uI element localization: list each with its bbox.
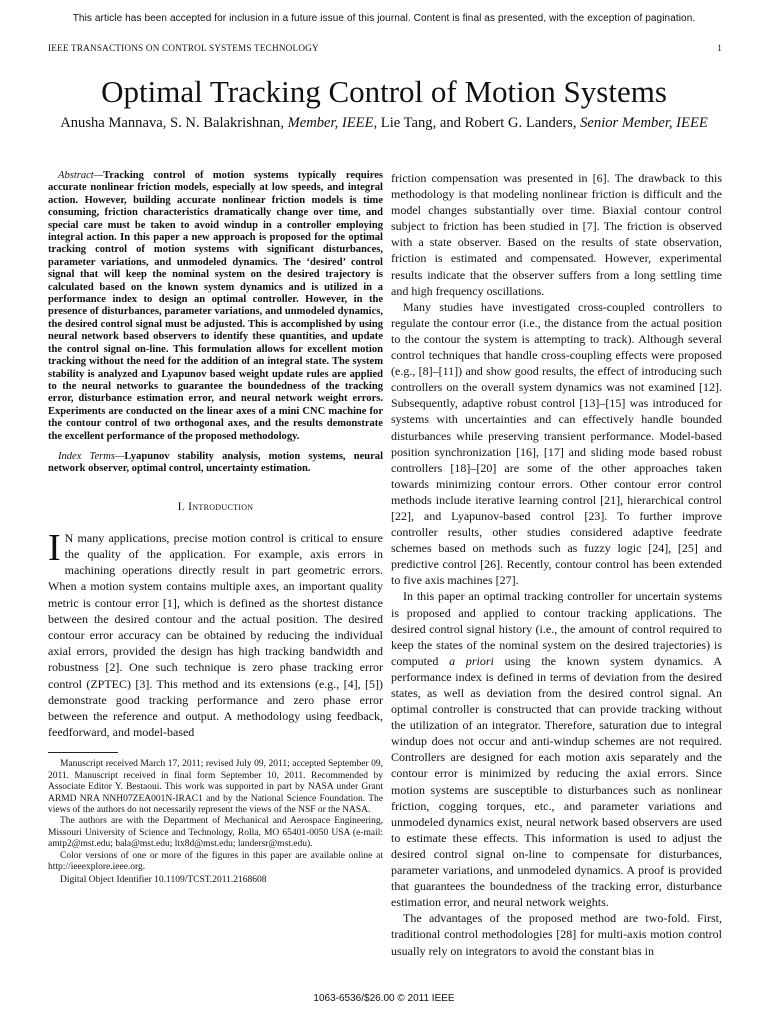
- footnote-divider: [48, 752, 118, 753]
- author-role-2: Senior Member, IEEE: [580, 115, 708, 131]
- author-names-2: , Lie Tang, and Robert G. Landers,: [373, 115, 577, 131]
- body-paragraph-4: The advantages of the proposed method are two-fold. First, traditional control methodologies [28] for multi-axis motion control usually rely on integrators to avoid the constant bias in: [391, 911, 722, 958]
- index-terms: [48, 451, 383, 476]
- body-paragraph-3-end: using the known system dynamics. A performance index is defined in terms of deviation from the desired states, as well as deviation from the desired control signal. An optimal controller is constructed that can provide tracking without the utilization of an integrator. Therefore, saturation due to integral windup does not occur and anti-windup schemes are not required. Controllers are designed for each motion axis separately and the contour error is minimized by reducing the axial errors. Since motion systems are susceptible to disturbances such as nonlinear friction, cogging torques, etc., and parameter variations and unmodeled dynamics exist, neural network based observers are used to estimate these effects. This information is used to adjust the desired control signal on-line to compensate for disturbances, parameter variations, and unmodeled dynamics. A proof is provided that guarantees the boundedness of the tracking error, disturbance estimation error, and neural network weights.: [391, 653, 722, 910]
- index-terms-label: Index Terms—: [58, 450, 125, 462]
- copyright-line: 1063-6536/$26.00 © 2011 IEEE: [313, 993, 455, 1004]
- right-column: [391, 170, 722, 959]
- section-heading-introduction: I. Introduction: [177, 499, 254, 513]
- index-terms-text: Lyapunov stability analysis, motion systems, neural network observer, optimal control, uncertainty estimation.: [48, 450, 383, 475]
- running-header: [48, 43, 722, 53]
- publication-notice: This article has been accepted for inclusion in a future issue of this journal. Content is final as presented, with the exception of pagination.: [72, 13, 696, 24]
- journal-name: IEEE TRANSACTIONS ON CONTROL SYSTEMS TECHNOLOGY: [48, 43, 319, 53]
- footnote-doi: Digital Object Identifier 10.1109/TCST.2011.2168608: [60, 875, 267, 886]
- footnote-color: Color versions of one or more of the figures in this paper are available online at http://ieeexplore.ieee.org.: [48, 850, 383, 873]
- body-paragraph-1: friction compensation was presented in [6]. The drawback to this methodology is that modeling nonlinear friction is difficult and the model changes substantially over time. Biaxial contour control subject to friction has been studied in [7]. The friction is observed with a state observer. Based on the results of state observation, friction is estimated and compensated. However, experimental results indicate that the observer suffers from a long settling time and high frequency oscillations.: [391, 171, 722, 298]
- emphasis-a-priori: a priori: [449, 653, 494, 668]
- footnote-affiliation: The authors are with the Department of Mechanical and Aerospace Engineering, Missouri University of Science and Technology, Rolla, MO 65401-0050 USA (e-mail: amtp2@mst.edu; bala@mst.edu; ltx8d@mst.edu; landersr@mst.edu).: [48, 816, 383, 850]
- paper-title: Optimal Tracking Control of Motion Systems: [101, 74, 667, 109]
- abstract: [48, 170, 383, 443]
- body-paragraph-2: Many studies have investigated cross-coupled controllers to regulate the contour error (i.e., the distance from the actual position to the contour the system is attempting to track). Although several control techniques that handle cross-coupling effects were proposed (e.g., [8]–[11]) and show good results, the effect of introducing such controllers on the overall system dynamics was not examined [12]. Subsequently, adaptive robust control [13]–[15] was introduced for systems with uncertainties and can effectively handle bounded disturbances while preserving transient performance. Model-based position synchronization [16], [17] and sliding mode based robust controllers [18]–[20] are some of the other approaches taken towards minimizing contour errors. Other contour error control methods include iterative learning control [21], hierarchical control [22], and Lyapunov-based control [23]. To further improve controller results, other studies considered adaptive feedrate schemes based on methods such as fuzzy logic [24], [25] and predictive control [26]. Recently, contour control has been extended to five axis machines [27].: [391, 299, 722, 588]
- page-number: 1: [717, 43, 722, 53]
- body-paragraph-3-start: In this paper an optimal tracking controller for uncertain systems is proposed and applied to contour tracking applications. The desired control signal history (i.e., the amount of control required to keep the states of the nominal system on the desired trajectories) is computed: [391, 589, 722, 668]
- body-paragraph-3: [391, 588, 722, 910]
- author-role-1: Member, IEEE: [287, 115, 374, 131]
- left-column: [48, 170, 383, 887]
- author-list: [0, 115, 768, 132]
- introduction-text: N many applications, precise motion control is critical to ensure the quality of the application. For example, axis errors in machining operations directly result in part geometric errors. When a motion system contains multiple axes, an important quality metric is contour error [1], which is defined as the shortest distance between the desired contour and the actual position. The desired contour error accuracy can be obtained by reducing the individual axial errors, provided the design has high tracking bandwidth and robustness [2]. One such technique is zero phase tracking error control (ZPTEC) [3]. This method and its extensions (e.g., [4], [5]) demonstrate good tracking performance and zero phase error between the reference and output. A methodology using feedback, feedforward, and model-based: [48, 530, 383, 740]
- abstract-text: Tracking control of motion systems typically requires accurate nonlinear friction models, especially at low speeds, and integral action. However, building accurate nonlinear friction models is time consuming, friction characteristics dramatically change over time, and special care must be taken to avoid windup in a controller employing integral action. In this paper a new approach is proposed for the optimal tracking control of motion systems with significant disturbances, parameter variations, and unmodeled dynamics. The ‘desired’ control signal that will keep the nominal system on the desired trajectory is calculated based on the known system dynamics and is utilized in a performance index to design an optimal controller. However, in the presence of disturbances, parameter variations, and unmodeled dynamics, the desired control signal must be adjusted. This is accomplished by using neural network based observers to identify these quantities, and update the control signal on-line. This formulation allows for excellent motion tracking without the need for the addition of an integral state. The system stability is analyzed and Lyapunov based weight update rules are applied to the neural networks to guarantee the boundedness of the tracking error, disturbance estimation error, and neural network weight errors. Experiments are conducted on the linear axes of a mini CNC machine for the contour control of two orthogonal axes, and the results demonstrate the excellent performance of the proposed methodology.: [48, 170, 383, 442]
- footnote-received: Manuscript received March 17, 2011; revised July 09, 2011; accepted September 09, 2011. Manuscript received in final form September 10, 2011. Recommended by Associate Editor Y. Bestaoui. This work was supported in part by NASA under Grant ARMD NRA NNH07ZEA001N-IRAC1 and by the National Science Foundation. The views of the authors do not necessarily represent the views of the NSF or the NASA.: [48, 759, 383, 816]
- abstract-label: Abstract—: [58, 170, 104, 181]
- introduction-paragraph: [48, 526, 383, 741]
- drop-cap: I: [48, 526, 61, 569]
- author-names-1: Anusha Mannava, S. N. Balakrishnan,: [60, 115, 284, 131]
